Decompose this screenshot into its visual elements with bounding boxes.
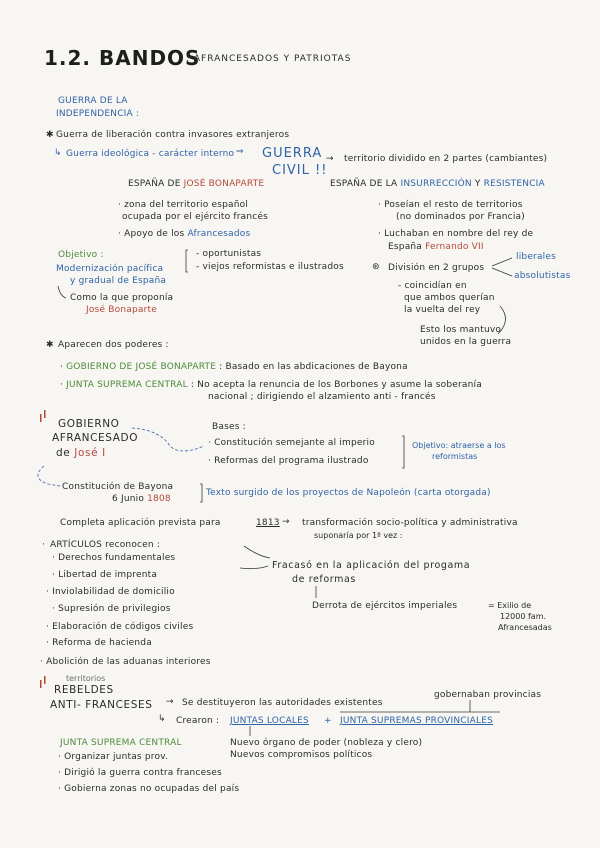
unido-1: Esto los mantuvo xyxy=(420,325,502,335)
supondria-text: suponaría por 1ª vez : xyxy=(314,531,403,540)
poderes-heading: Aparecen dos poderes : xyxy=(58,340,169,350)
fracaso-1: Fracasó en la aplicación del progama xyxy=(272,560,471,571)
arrow-icon: ↳ xyxy=(54,148,62,158)
como-line-2: José Bonaparte xyxy=(86,305,157,315)
fracaso-2: de reformas xyxy=(292,574,356,585)
ins-item-2a: · Luchaban en nombre del rey de xyxy=(378,229,534,239)
junta-central-title: JUNTA SUPREMA CENTRAL xyxy=(60,738,182,748)
circle-star-icon: ⊛ xyxy=(372,262,380,272)
articulo-0: Derechos fundamentales xyxy=(58,553,176,563)
gobierno-title-3 xyxy=(56,447,106,459)
guerra-heading-2: INDEPENDENCIA : xyxy=(56,109,140,119)
rebeldes-title-1: REBELDES xyxy=(54,684,114,696)
page-title: 1.2. BANDOS xyxy=(44,46,201,70)
base-1-text: Constitución semejante al imperio xyxy=(214,438,375,448)
rebeldes-title-2: ANTI- FRANCESES xyxy=(50,699,153,711)
unido-2: unidos en la guerra xyxy=(420,337,512,347)
ins-item-1b: (no dominados por Francia) xyxy=(396,212,525,222)
como-line-1: Como la que proponía xyxy=(70,293,174,303)
base-2: · Reformas del programa ilustrado xyxy=(208,456,369,466)
base-1: · Constitución semejante al imperio xyxy=(208,438,375,448)
arrow-right-icon: → xyxy=(282,517,290,527)
guerra-line-1: Guerra de liberación contra invasores extranjeros xyxy=(56,130,290,140)
ins-item-2a-text: Luchaban en nombre del rey de xyxy=(384,229,534,239)
espana-insurreccion-label xyxy=(330,179,545,189)
ins-prefix: ESPAÑA DE LA xyxy=(330,179,398,189)
ins-item-1a-text: Poseían el resto de territorios xyxy=(384,200,523,210)
division-text: División en 2 grupos xyxy=(388,263,485,273)
articulo-5: Reforma de hacienda xyxy=(52,638,152,648)
absolutistas-arrow xyxy=(492,268,512,276)
guerra-line-2: Guerra ideológica - carácter interno xyxy=(66,149,235,159)
articulo-item: · Elaboración de códigos civiles xyxy=(46,622,194,632)
guerra-heading-1: GUERRA DE LA xyxy=(58,96,128,106)
bayona-bracket xyxy=(200,484,202,502)
coinc-3: la vuelta del rey xyxy=(404,305,481,315)
articulo-2: Inviolabilidad de domicilio xyxy=(52,587,175,597)
gobierno-dashed-arc-2 xyxy=(38,466,60,486)
constitucion-bayona: Constitución de Bayona xyxy=(62,482,174,492)
texto-napoleon: Texto surgido de los proyectos de Napoleón (carta otorgada) xyxy=(206,488,491,498)
arrow-right-icon: ⇒ xyxy=(236,147,244,157)
territorio-text: territorio dividido en 2 partes (cambiantes) xyxy=(344,154,548,164)
jose-item-2: · Apoyo de los Afrancesados xyxy=(118,229,251,239)
jose-item-1a: · zona del territorio español xyxy=(118,200,249,210)
poder-1-text: : Basado en las abdicaciones de Bayona xyxy=(219,362,408,372)
gobierno-title-2: AFRANCESADO xyxy=(52,432,139,444)
coinc-2: que ambos querían xyxy=(404,293,495,303)
star-icon: ✱ xyxy=(46,340,54,350)
jc-item: · Gobierna zonas no ocupadas del país xyxy=(58,784,240,794)
objetivo-line-2: y gradual de España xyxy=(70,276,167,286)
jose-item-2a: Apoyo de los xyxy=(124,229,185,239)
opt-2: - viejos reformistas e ilustrados xyxy=(196,262,344,272)
nuevo-1: Nuevo órgano de poder (nobleza y clero) xyxy=(230,738,423,748)
transformacion-text: transformación socio-política y administrativa xyxy=(302,518,518,528)
grupo-liberales: liberales xyxy=(516,252,556,262)
poder-2: · JUNTA SUPREMA CENTRAL : No acepta la renuncia de los Borbones y asume la soberanía xyxy=(60,380,482,390)
jc-item-2: Gobierna zonas no ocupadas del país xyxy=(64,784,240,794)
res-word: RESISTENCIA xyxy=(483,179,545,189)
objetivo-reformistas-2: reformistas xyxy=(432,452,478,461)
gobernaban-text: gobernaban provincias xyxy=(434,690,542,700)
plus-sign: + xyxy=(324,716,332,726)
gobierno-title-1: GOBIERNO xyxy=(58,418,120,430)
margin-mark xyxy=(44,676,46,684)
bases-bracket xyxy=(402,436,404,468)
jose-item-2b: Afrancesados xyxy=(187,229,251,239)
espana-jose-prefix: ESPAÑA DE xyxy=(128,179,181,189)
margin-mark xyxy=(44,410,46,418)
objetivo-reformistas-1: Objetivo: atraerse a los xyxy=(412,441,506,450)
opt-brace xyxy=(186,250,188,272)
ins-item-2b-text: España xyxy=(388,242,423,252)
bases-label: Bases : xyxy=(212,422,246,432)
articulo-1: Libertad de imprenta xyxy=(58,570,158,580)
opt-1: - oportunistas xyxy=(196,249,262,259)
exilio-2: 12000 fam. xyxy=(500,612,547,621)
jc-item-1: Dirigió la guerra contra franceses xyxy=(64,768,222,778)
coinc-1: - coincidían en xyxy=(398,281,467,291)
articulos-arrow-2 xyxy=(240,566,268,569)
margin-mark xyxy=(40,414,42,422)
page-subtitle: : AFRANCESADOS Y PATRIOTAS xyxy=(186,54,352,64)
arrow-right-icon: → xyxy=(326,154,334,164)
star-icon: ✱ xyxy=(46,130,54,140)
espana-jose-label xyxy=(128,179,264,189)
articulo-item: · Derechos fundamentales xyxy=(52,553,176,563)
exilio-3: Afrancesadas xyxy=(498,623,552,632)
poder-2-name: JUNTA SUPREMA CENTRAL xyxy=(66,380,188,390)
ins-item-2b xyxy=(388,242,484,252)
objetivo-label: Objetivo : xyxy=(58,250,104,260)
articulos-arrow xyxy=(244,546,270,558)
jc-item-0: Organizar juntas prov. xyxy=(64,752,169,762)
espana-jose-name: JOSÉ BONAPARTE xyxy=(183,179,265,189)
guerra-civil-1: GUERRA xyxy=(262,146,323,161)
bullet-dot: · xyxy=(42,540,46,550)
territorios-small: territorios xyxy=(66,674,106,683)
fecha-b: 1808 xyxy=(147,494,171,504)
como-arrow xyxy=(58,286,66,298)
fernando-name: Fernando VII xyxy=(425,242,484,252)
aplicacion-ano: 1813 xyxy=(256,518,280,528)
poder-1-name: GOBIERNO DE JOSÉ BONAPARTE xyxy=(66,362,217,372)
objetivo-line-1: Modernización pacífica xyxy=(56,264,164,274)
ins-item-1a: · Poseían el resto de territorios xyxy=(378,200,523,210)
articulo-3: Supresión de privilegios xyxy=(58,604,171,614)
crearon-label: Crearon : xyxy=(176,716,220,726)
poder-2-text-1: : No acepta la renuncia de los Borbones y asume la soberanía xyxy=(190,380,482,390)
articulo-item: · Inviolabilidad de domicilio xyxy=(46,587,175,597)
gobierno-jose: José I xyxy=(74,447,106,459)
gobierno-dashed-arc xyxy=(132,428,204,451)
articulo-item: · Reforma de hacienda xyxy=(46,638,152,648)
fecha-a: 6 Junio xyxy=(112,494,145,504)
grupo-absolutistas: absolutistas xyxy=(514,271,571,281)
articulos-heading: ARTÍCULOS reconocen : xyxy=(50,540,161,550)
poder-2-text-2: nacional ; dirigiendo el alzamiento anti - francés xyxy=(208,392,436,402)
guerra-civil-2: CIVIL !! xyxy=(272,163,328,178)
articulo-6: Abolición de las aduanas interiores xyxy=(46,657,211,667)
destituyeron-text: Se destituyeron las autoridades existentes xyxy=(182,698,383,708)
jose-item-1a-text: zona del territorio español xyxy=(124,200,249,210)
jose-item-1b: ocupada por el ejército francés xyxy=(122,212,269,222)
nuevo-2: Nuevos compromisos políticos xyxy=(230,750,373,760)
jc-item: · Organizar juntas prov. xyxy=(58,752,169,762)
aplicacion-text: Completa aplicación prevista para xyxy=(60,518,221,528)
gobierno-de: de xyxy=(56,447,71,459)
juntas-locales: JUNTAS LOCALES xyxy=(230,716,309,726)
articulo-item: · Abolición de las aduanas interiores xyxy=(40,657,211,667)
articulo-4: Elaboración de códigos civiles xyxy=(52,622,194,632)
arrow-icon: ↳ xyxy=(158,714,166,724)
articulo-item: · Libertad de imprenta xyxy=(52,570,158,580)
juntas-provinciales: JUNTA SUPREMAS PROVINCIALES xyxy=(340,716,494,726)
jc-item: · Dirigió la guerra contra franceses xyxy=(58,768,222,778)
constitucion-fecha xyxy=(112,494,171,504)
articulo-item: · Supresión de privilegios xyxy=(52,604,171,614)
derrota-text: Derrota de ejércitos imperiales xyxy=(312,601,458,611)
margin-mark xyxy=(40,680,42,688)
exilio-1: = Exilio de xyxy=(488,601,532,610)
ins-word: INSURRECCIÓN xyxy=(400,179,472,189)
poder-1: · GOBIERNO DE JOSÉ BONAPARTE : Basado en las abdicaciones de Bayona xyxy=(60,362,408,372)
base-2-text: Reformas del programa ilustrado xyxy=(214,456,369,466)
ins-y: Y xyxy=(474,179,481,189)
arrow-right-icon: → xyxy=(166,697,174,707)
liberales-arrow xyxy=(492,258,512,266)
